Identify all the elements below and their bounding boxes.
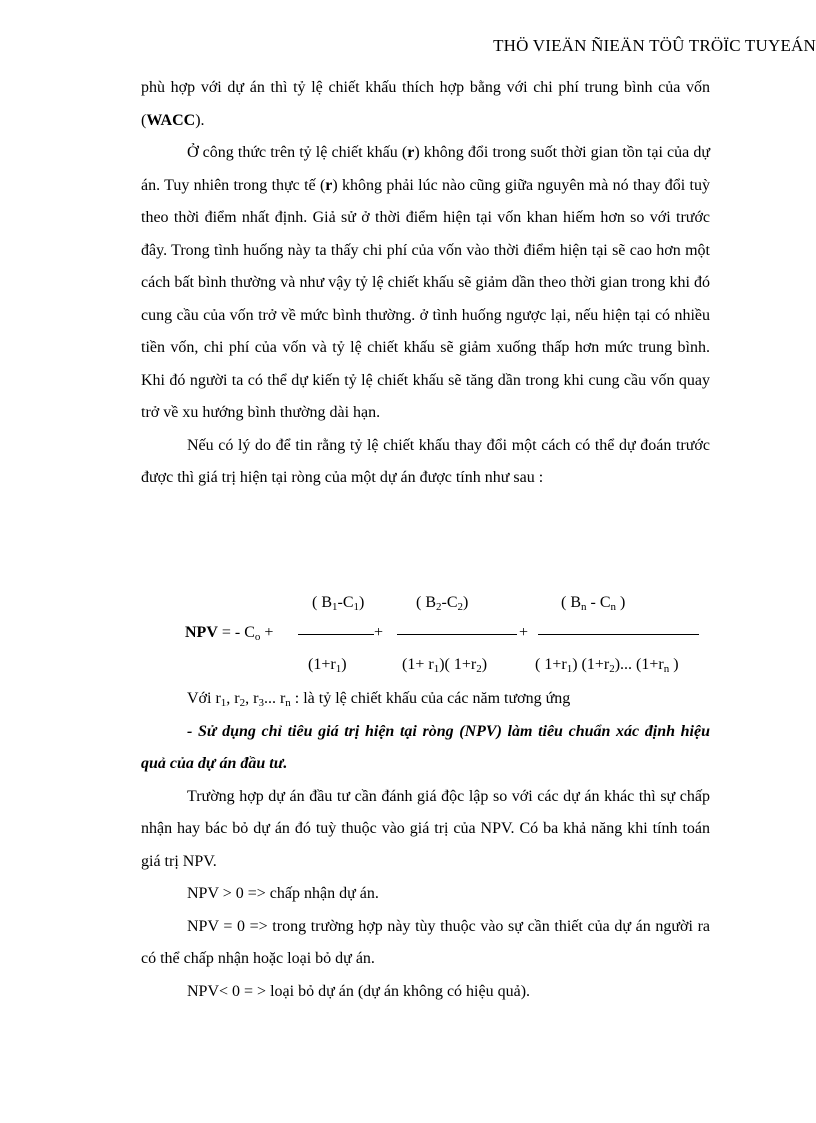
- fraction-bar-2: [397, 634, 517, 635]
- plus-sign-2: +: [519, 624, 529, 641]
- numerator-3: ( $B_n - C_n$ ): [561, 594, 626, 613]
- wacc-term: WACC: [146, 111, 196, 129]
- paragraph-discount-rate: Ở công thức trên tỷ lệ chiết khấu (r) không đổi trong suốt thời gian tồn tại của dự án. Tuy nhiên trong thực tế (r) không phải lúc nào cũng giữa nguyên mà nó thay đổi tuỳ theo thời điểm nhất định. Giả sử ở thời điểm hiện tại vốn khan hiếm hơn so với trước đây. Trong tình huống này ta thấy chi phí của vốn vào thời điểm hiện tại sẽ cao hơn một cách bất bình thường và như vậy tỷ lệ chiết khấu sẽ giảm dần theo thời gian trong khi đó cung cầu của vốn trở về mức bình thường. ở tình huống ngược lại, nếu hiện tại có nhiều tiền vốn, chi phí của vốn và tỷ lệ chiết khấu sẽ giảm xuống thấp hơn mức trung bình. Khi đó người ta có thể dự kiến tỷ lệ chiết khấu sẽ tăng dần trong khi cung cầu vốn quay trở về xu hướng bình thường dài hạn.: [141, 144, 711, 421]
- paragraph-npv-intro: Nếu có lý do để tin rằng tỷ lệ chiết khấu thay đổi một cách có thể dự đoán trước được thì giá trị hiện tại ròng của một dự án được tính như sau :: [141, 436, 710, 486]
- denominator-2: $(1+ r_1)$( $1+r_2$): [402, 656, 488, 675]
- body-text-bottom: [141, 683, 710, 1008]
- body-text-top: [141, 72, 710, 495]
- paragraph-wacc: phù hợp với dự án thì tỷ lệ chiết khấu thích hợp bằng với chi phí trung bình của vốn (WACC).: [141, 79, 710, 129]
- numerator-2: ( $B_2-C_2$): [416, 594, 469, 613]
- case-positive: NPV > 0 => chấp nhận dự án.: [187, 885, 379, 902]
- fraction-bar-3: [538, 634, 699, 635]
- denominator-1: $(1+r_1)$: [308, 656, 347, 675]
- paragraph-independent-project: Trường hợp dự án đầu tư cần đánh giá độc lập so với các dự án khác thì sự chấp nhận hay bác bỏ dự án đó tuỳ thuộc vào giá trị của NPV. Có ba khả năng khi tính toán giá trị NPV.: [141, 787, 710, 870]
- denominator-3: ( $1+r_1$) $(1+r_2)$... ($1+r_n$ ): [535, 656, 679, 675]
- plus-sign-1: +: [374, 624, 384, 641]
- section-heading: - Sử dụng chỉ tiêu giá trị hiện tại ròng (NPV) làm tiêu chuẩn xác định hiệu quả của dự án đầu tư.: [141, 722, 710, 772]
- page-header: THÖ VIEÄN ÑIEÄN TÖÛ TRÖÏC TUYEÁN: [493, 36, 816, 55]
- rates-note: Với $r_1$, $r_2$, $r_3$... $r_n$ : là tỷ lệ chiết khấu của các năm tương ứng: [187, 690, 571, 709]
- numerator-1: ( $B_1-C_1$): [312, 594, 365, 613]
- npv-lhs: NPV = - $C_o$ +: [185, 624, 274, 643]
- case-negative: NPV< 0 = > loại bỏ dự án (dự án không có hiệu quả).: [187, 982, 531, 1000]
- fraction-bar-1: [298, 634, 374, 635]
- case-zero: NPV = 0 => trong trường hợp này tùy thuộc vào sự cần thiết của dự án người ra có thể chấp nhận hoặc loại bỏ dự án.: [141, 917, 710, 967]
